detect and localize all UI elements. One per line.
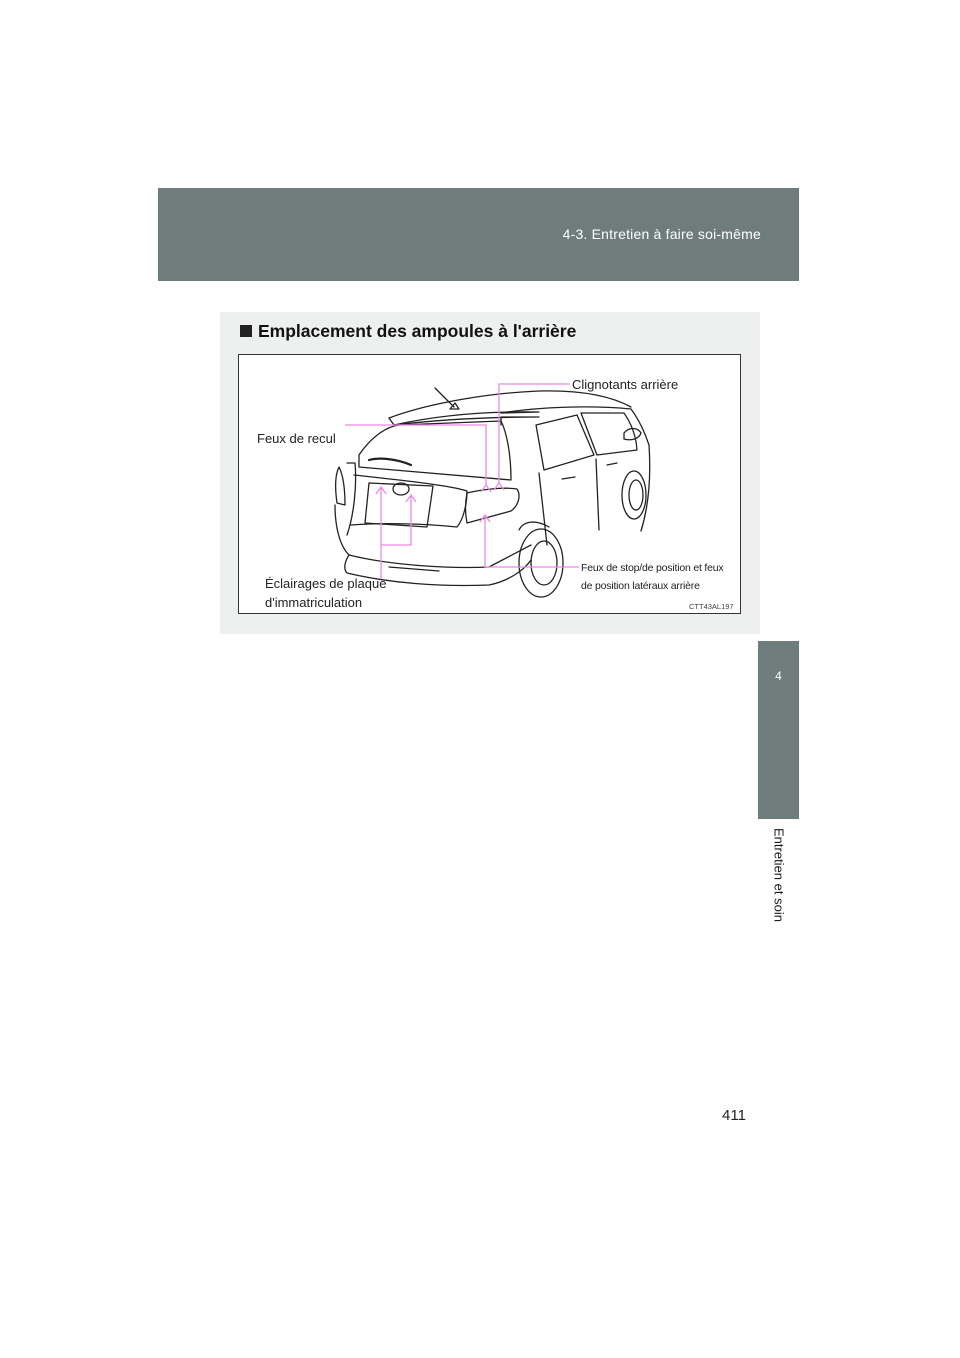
page-number: 411 xyxy=(722,1107,746,1124)
label-backup-lights: Feux de recul xyxy=(257,431,336,446)
panel-title-text: Emplacement des ampoules à l'arrière xyxy=(258,321,577,341)
chapter-title-vertical xyxy=(758,828,799,978)
label-rear-turn-signals: Clignotants arrière xyxy=(572,377,679,392)
figure-code: CTT43AL197 xyxy=(689,602,734,611)
square-bullet-icon xyxy=(240,325,252,337)
chapter-title: Entretien et soin xyxy=(771,828,786,922)
label-license-plate-lights-2: d'immatriculation xyxy=(265,595,363,610)
header-band xyxy=(158,188,799,281)
label-stop-tail-lights-1: Feux de stop/de position et feux xyxy=(581,562,724,574)
section-header: 4-3. Entretien à faire soi-même xyxy=(562,226,761,242)
chapter-number: 4 xyxy=(775,669,782,683)
label-license-plate-lights-1: Éclairages de plaque xyxy=(265,576,387,591)
chapter-tab xyxy=(758,641,799,819)
rear-bulb-panel xyxy=(220,312,760,634)
rear-car-illustration xyxy=(238,354,741,614)
label-stop-tail-lights-2: de position latéraux arrière xyxy=(581,580,700,592)
panel-title xyxy=(240,321,576,342)
